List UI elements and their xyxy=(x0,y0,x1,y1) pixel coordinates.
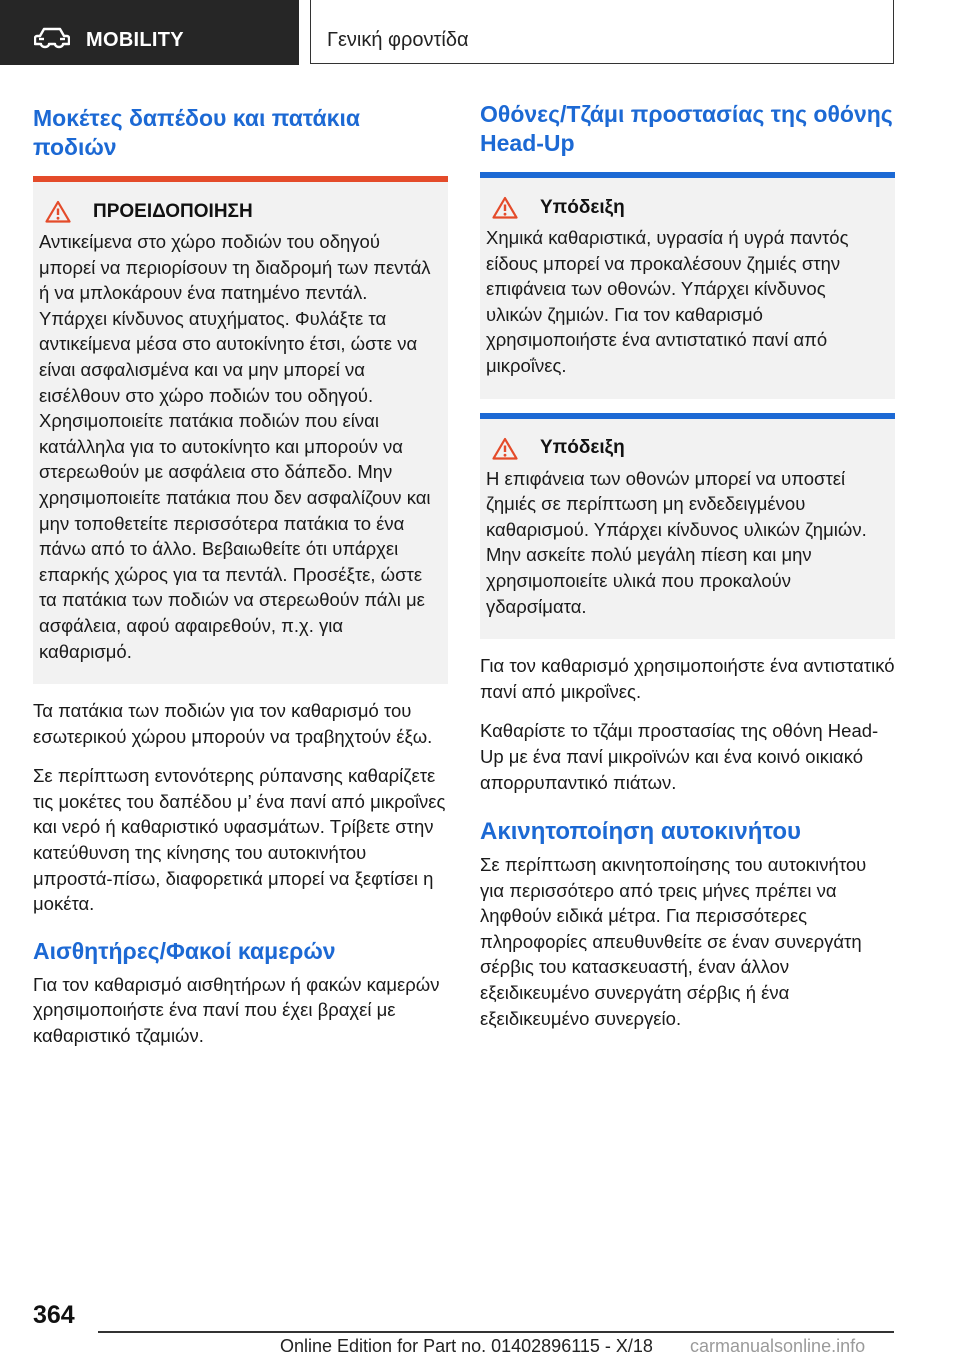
note-title: Υπόδειξη xyxy=(540,437,625,459)
paragraph: Για τον καθαρισμό χρησιμοποιήστε ένα αντιστατικό πανί από μικροΐνες. xyxy=(480,655,895,702)
edition-text: Online Edition for Part no. 01402896115 - X/18 xyxy=(280,1336,653,1356)
section-title-storage: Ακινητοποίηση αυτοκινήτου xyxy=(480,818,802,846)
paragraph: Τα πατάκια των ποδιών για τον καθαρισμό του εσωτερικού χώρου μπορούν να τραβηχτούν έξω. xyxy=(33,700,433,747)
caution-triangle-icon xyxy=(492,437,518,460)
paragraph: Σε περίπτωση εντονότερης ρύπανσης καθαρίζετε τις μοκέτες του δαπέδου μ’ ένα πανί από μικροΐνες και νερό ή καθαριστικό υφασμάτων. Τρίβετε στην κατεύθυνση της κίνησης του αυτοκινήτου μπροστά-πίσω, διαφορετικά μπορεί να ξεφτίσει η μοκέτα. xyxy=(33,765,446,915)
warning-triangle-icon xyxy=(45,200,71,223)
section-tab xyxy=(0,0,299,65)
page-number: 364 xyxy=(33,1301,75,1329)
note-box xyxy=(480,419,895,640)
note-text: Χημικά καθαριστικά, υγρασία ή υγρά παντός είδους μπορεί να προκαλέσουν ζημιές στην επιφάνεια των οθονών. Υπάρχει κίνδυνος υλικών ζημιών. Για τον καθαρισμό χρησιμοποιήστε ένα αντιστατικό πανί από μικροΐνες. xyxy=(486,227,849,376)
paragraph: Καθαρίστε το τζάμι προστασίας της οθόνη Head-Up με ένα πανί μικροϊνών και ένα κοινό οικιακό απορρυπαντικό πιάτων. xyxy=(480,720,879,793)
caution-triangle-icon xyxy=(492,196,518,219)
warning-title: ΠΡΟΕΙΔΟΠΟΙΗΣΗ xyxy=(93,200,253,222)
note-text: Η επιφάνεια των οθονών μπορεί να υποστεί ζημιές σε περίπτωση μη ενδεδειγμένου καθαρισμού. Υπάρχει κίνδυνος υλικών ζημιών. Μην ασκείτε πολύ μεγάλη πίεση και μην χρησιμοποιείτε υλικά που προκαλούν γδαρσίματα. xyxy=(486,467,867,617)
warning-box xyxy=(33,182,448,684)
right-column xyxy=(480,100,895,1031)
paragraph: Για τον καθαρισμό αισθητήρων ή φακών καμερών χρησιμοποιήστε ένα πανί που έχει βραχεί με καθαριστικό τζαμιών. xyxy=(33,973,440,1047)
section-title-sensors: Αισθητήρες/Φακοί καμερών xyxy=(33,937,336,964)
section-title-displays: Οθόνες/Τζάμι προστασίας της οθόνης Head-Up xyxy=(480,101,893,156)
note-title: Υπόδειξη xyxy=(540,196,625,218)
paragraph: Σε περίπτωση ακινητοποίησης του αυτοκινήτου για περισσότερο από τρεις μήνες πρέπει να ληφθούν ειδικά μέτρα. Για περισσότερες πληροφορίες απευθυνθείτε σε έναν συνεργάτη σέρβις του κατασκευαστή, έναν άλλον εξειδικευμένο συνεργάτη σέρβις ή ένα εξειδικευμένο συνεργείο. xyxy=(480,854,867,1029)
watermark: carmanualsonline.info xyxy=(690,1336,866,1356)
left-column xyxy=(33,100,448,1049)
warning-text: Αντικείμενα στο χώρο ποδιών του οδηγού μπορεί να περιορίσουν τη διαδρομή των πεντάλ ή να μπλοκάρουν ένα πατημένο πεντάλ. Υπάρχει κίνδυνος ατυχήματος. Φυλάξτε τα αντικείμενα μέσα στο αυτοκίνητο έτσι, ώστε να είναι ασφαλισμένα και να μην μπορεί να εισέλθουν στο χώρο ποδιών του οδηγού. Χρησιμοποιείτε πατάκια ποδιών που είναι κατάλληλα για το αυτοκίνητο και μπορούν να στερεωθούν με ασφάλεια στο δάπεδο. Μην χρησιμοποιείτε πατάκια που δεν ασφαλίζουν και μην τοποθετείτε περισσότερα πατάκια το ένα πάνω από το άλλο. Βεβαιωθείτε ότι υπάρχει επαρκής χώρος για τα πεντάλ. Προσέξτε, ώστε τα πατάκια των ποδιών να στερεωθούν πάλι με ασφάλεια, αφού αφαιρεθούν, π.χ. για καθαρισμό. xyxy=(39,231,431,662)
section-title-floor-mats: Μοκέτες δαπέδου και πατάκια ποδιών xyxy=(33,105,360,160)
note-box xyxy=(480,178,895,399)
chapter-tab xyxy=(310,0,894,64)
chapter-label: Γενική φροντίδα xyxy=(327,29,469,51)
car-icon xyxy=(34,27,70,49)
footer-divider xyxy=(98,1331,894,1333)
section-label: MOBILITY xyxy=(86,29,184,51)
